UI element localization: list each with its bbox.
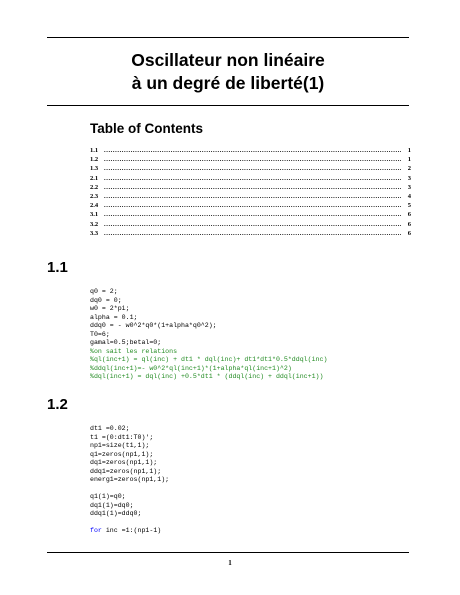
code-comment-line: %ddql(inc+1)=- w0^2*ql(inc+1)*(1+alpha*ql(inc+1)^2) — [90, 364, 292, 372]
code-line: dq1(1)=dq0; — [90, 501, 134, 509]
toc-entry-page: 2 — [407, 165, 411, 173]
title-line-1: Oscillateur non linéaire — [131, 50, 325, 70]
toc-entry[interactable] — [90, 146, 411, 155]
toc-entry[interactable] — [90, 192, 411, 201]
toc-entry-page: 6 — [407, 220, 411, 228]
section-heading-1-2: 1.2 — [47, 396, 68, 413]
toc-leader-dots — [104, 183, 401, 192]
toc-leader-dots — [104, 155, 401, 164]
toc-entry-number: 3.2 — [90, 220, 99, 228]
toc-leader-dots — [104, 174, 401, 183]
toc-entry-number: 2.1 — [90, 174, 99, 182]
code-line: dt1 =0.02; — [90, 425, 130, 432]
toc-entry[interactable] — [90, 183, 411, 192]
page-number: 1 — [228, 559, 232, 567]
toc-entry[interactable] — [90, 201, 411, 210]
code-line: t1 =(0:dt1:T0)'; — [90, 433, 154, 441]
toc-entry-number: 1.2 — [90, 156, 99, 164]
code-line: w0 = 2*pi; — [90, 305, 130, 312]
code-line: gamal=0.5;betal=0; — [90, 339, 162, 346]
toc-entry[interactable] — [90, 220, 411, 229]
table-of-contents — [90, 146, 411, 238]
toc-entry-number: 1.1 — [90, 147, 99, 154]
toc-entry-number: 1.3 — [90, 165, 99, 173]
toc-entry[interactable] — [90, 174, 411, 183]
toc-leader-dots — [104, 220, 401, 229]
toc-leader-dots — [104, 201, 401, 210]
toc-entry[interactable] — [90, 210, 411, 219]
code-line: alpha = 0.1; — [90, 313, 138, 321]
toc-leader-dots — [104, 192, 401, 201]
toc-entry-page: 1 — [407, 156, 411, 164]
code-line: dq1=zeros(np1,1); — [90, 459, 158, 466]
code-line — [90, 527, 169, 536]
title-rule — [47, 105, 409, 106]
code-line: dq0 = 0; — [90, 296, 122, 304]
code-line: ddq0 = - w0^2*q0*(1+alpha*q0^2); — [90, 322, 217, 329]
toc-leader-dots — [104, 229, 401, 238]
code-text: inc =1:(np1-1) — [101, 527, 162, 534]
toc-entry-page: 6 — [407, 229, 411, 237]
toc-entry-page: 3 — [407, 183, 411, 191]
toc-entry-number: 2.4 — [90, 202, 99, 210]
code-line: T0=6; — [90, 330, 110, 338]
code-line — [90, 485, 169, 494]
toc-entry[interactable] — [90, 155, 411, 164]
code-comment-line: %ql(inc+1) = ql(inc) + dt1 * dql(inc)+ dt1*dt1*0.5*ddql(inc) — [90, 356, 328, 363]
toc-leader-dots — [104, 146, 401, 155]
top-rule — [47, 37, 409, 38]
toc-entry[interactable] — [90, 229, 411, 238]
toc-entry-page: 6 — [407, 211, 411, 219]
code-line: energ1=zeros(np1,1); — [90, 476, 170, 483]
toc-entry[interactable] — [90, 164, 411, 173]
code-line: np1=size(t1,1); — [90, 442, 150, 449]
code-line: q1(1)=q0; — [90, 493, 126, 500]
document-title — [47, 49, 409, 95]
toc-entry-number: 3.1 — [90, 211, 99, 219]
toc-leader-dots — [104, 210, 401, 219]
code-comment-line: %on sait les relations — [90, 347, 178, 355]
toc-entry-number: 2.3 — [90, 192, 99, 200]
toc-entry-number: 3.3 — [90, 229, 99, 237]
footer-rule — [47, 552, 409, 553]
section-heading-1-1: 1.1 — [47, 259, 68, 276]
toc-entry-page: 1 — [407, 147, 411, 154]
code-line: ddq1(1)=ddq0; — [90, 510, 142, 517]
toc-entry-page: 3 — [407, 174, 411, 182]
title-line-2: à un degré de liberté(1) — [131, 73, 325, 93]
code-line — [90, 519, 169, 528]
toc-leader-dots — [104, 164, 401, 173]
code-line: q0 = 2; — [90, 288, 118, 295]
code-line: ddq1=zeros(np1,1); — [90, 467, 162, 475]
code-block-1-1 — [90, 288, 327, 382]
code-block-1-2 — [90, 425, 169, 536]
toc-entry-page: 5 — [407, 202, 411, 210]
toc-entry-page: 4 — [407, 192, 411, 200]
toc-entry-number: 2.2 — [90, 183, 99, 191]
toc-heading: Table of Contents — [90, 121, 203, 136]
code-keyword: for — [90, 527, 102, 534]
code-comment-line: %dql(inc+1) = dql(inc) +0.5*dt1 * (ddql(inc) + ddql(inc+1)) — [90, 373, 324, 380]
code-line: q1=zeros(np1,1); — [90, 450, 154, 458]
